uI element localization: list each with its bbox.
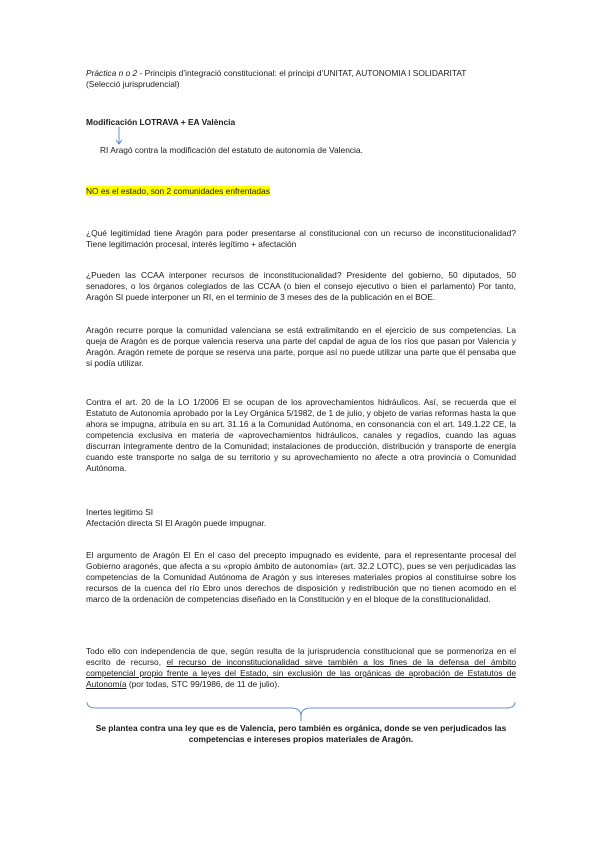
topic-heading: Modificación LOTRAVA + EA València <box>86 117 236 127</box>
paragraph-art20: Contra el art. 20 de la LO 1/2006 El se ocupan de los aprovechamientos hidráulicos. Así, se recuerda que el Estatuto de Autonomía aprobado por la Ley Orgánica 5/1982, de 1 de julio, y objeto de varias reformas hasta la que ahora se impugna, atribuía en su art. 31.16 a la Comunidad Autónoma, en consonancia con el art. 149.1.22 CE, la competencia exclusiva en materia de «aprovechamientos hidráulicos, canales y regadíos, cuando las aguas discurran íntegramente dentro de la Comunidad; instalaciones de producción, distribución y transporte de energía cuando este transporte no salga de su territorio y su aprovechamiento no afecte a otra provincia o Comunidad Autónoma. <box>86 397 516 473</box>
document-title <box>86 68 516 90</box>
afectacion-line: Afectación directa SI El Aragón puede impugnar. <box>86 518 267 528</box>
paragraph-argumento: El argumento de Aragón El En el caso del precepto impugnado es evidente, para el representante procesal del Gobierno aragonés, que afecta a su «propio ámbito de autonomía» (art. 32.2 LOTC), pues se ven perjudicadas las competencias de la Comunidad Autónoma de Aragón y sus intereses materiales propios al constituirse sobre los recursos de la cuenca del río Ebro unos derechos de disposición y redistribución que no tienen acomodo en el marco de la ordenación de competencias diseñado en la Constitución y en el bloque de la constitucionalidad. <box>86 550 516 604</box>
paragraph-ccaa: ¿Pueden las CCAA interponer recursos de inconstitucionalidad? Presidente del gobierno, 50 diputados, 50 senadores, o los órganos colegiados de las CCAA (o bien el consejo ejecutivo o bien el parlamento) Por tanto, Aragón SI puede interponer un RI, en el terminio de 3 meses des de la publicación en el BOE. <box>86 270 516 302</box>
independencia-cite: (por todas, STC 99/1986, de 11 de julio). <box>126 679 280 689</box>
conclusion: Se plantea contra una ley que es de Valencia, pero también es orgánica, donde se ven perjudicados las competencias e intereses propios materiales de Aragón. <box>95 723 507 744</box>
paragraph-legitimacy: ¿Qué legitimidad tiene Aragón para poder presentarse al constitucional con un recurso de inconstitucionalidad? Tiene legitimación procesal, interés legítimo + afectación <box>86 228 516 249</box>
down-arrow-icon <box>113 127 125 147</box>
curly-brace-icon <box>86 700 516 722</box>
paragraph-independencia <box>86 646 516 690</box>
paragraph-aragon-recurre: Aragón recurre porque la comunidad valenciana se está extralimitando en el ejercicio de sus competencias. La queja de Aragón es de porque valencia reserva una parte del capdal de agua de los ríos que pasan por Valencia y Aragón. Aragón remete de porque se reserva una parte, porque así no puede utilizar una parte que él pensaba que si podía utilizar. <box>86 325 516 368</box>
title-italic: Pràctica n o 2 <box>86 68 138 78</box>
highlight-note <box>86 186 516 197</box>
legitimo-line: Inertes legitimo SI <box>86 507 154 517</box>
title-line2: (Selecció jurisprudencial) <box>86 79 180 89</box>
paragraph-legitimo <box>86 507 516 529</box>
independencia-text: Todo ello con independencia de que, según resulta de la jurisprudencia constitucional que se pormenoriza en el escrito de recurso, <box>86 646 516 667</box>
highlighted-text: NO es el estado, son 2 comunidades enfrentadas <box>86 186 270 196</box>
title-rest: - Principis d’integració constitucional: el principi d’UNITAT, AUTONOMIA I SOLIDARITAT <box>137 68 467 78</box>
underlined-text: el recurso de inconstitucionalidad sirve también a los fines de la defensa del ámbito competencial propio frente a leyes del Estado, sin exclusión de las orgánicas de aprobación de Estatutos de Autonomía <box>86 657 517 689</box>
topic-sub: RI Aragó contra la modificación del estatuto de autonomía de Valencia. <box>100 145 363 155</box>
